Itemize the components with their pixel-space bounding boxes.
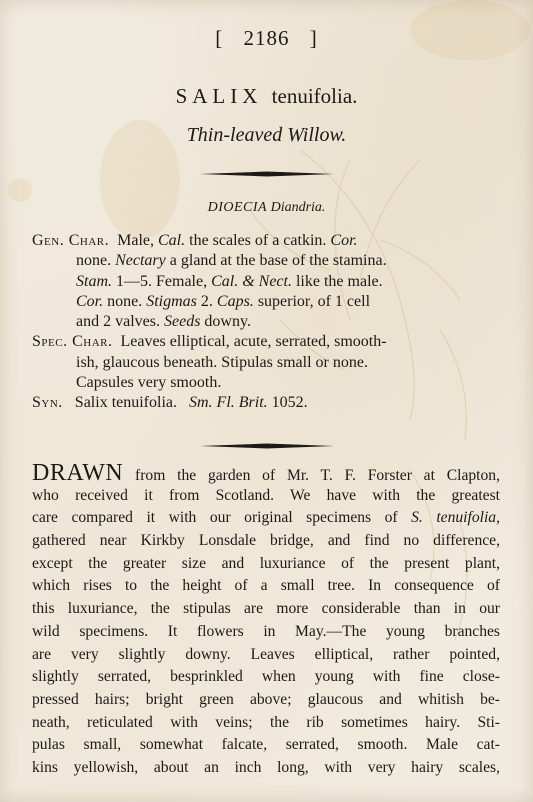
ornamental-rule-bottom [200, 443, 334, 449]
bracket-close: ] [309, 26, 318, 50]
common-name: Thin-leaved Willow. [186, 124, 347, 146]
spec-char-line: Capsules very smooth. [76, 374, 222, 392]
description-line: gathered near Kirkby Lonsdale bridge, and find no difference, [32, 532, 500, 550]
italic-term: Seeds [163, 313, 201, 331]
gen-char-label: Gen. Char. [32, 232, 110, 249]
italic-term: Stam. [76, 272, 112, 290]
description-line: who received it from Scotland. We have with the greatest [32, 486, 500, 504]
description-line: care compared it with our original specimens of S. tenuifolia, [32, 509, 500, 527]
gen-char-text: Male, Cal. the scales of a catkin. Cor. [117, 232, 358, 249]
description-line: are very slightly downy. Leaves elliptical, rather pointed, [32, 645, 500, 663]
ornamental-rule-top [200, 171, 334, 177]
spec-char-line [32, 332, 502, 352]
syn-text: Salix tenuifolia. [74, 394, 177, 412]
description-line: which rises to the height of a small tree. In consequence of [32, 577, 500, 595]
gen-char-line: and 2 valves. Seeds downy. [76, 313, 251, 331]
italic-term: Caps. [216, 292, 254, 310]
italic-term: Stigmas [146, 292, 197, 310]
description-line: slightly serrated, besprinkled when young with fine close- [32, 668, 500, 686]
plate-number [0, 26, 533, 51]
gen-char-line: none. Nectary a gland at the base of the stamina. [76, 252, 387, 270]
class-name: DIOECIA [207, 200, 268, 215]
description-line: wild specimens. It flowers in May.—The young branches [32, 622, 500, 640]
italic-term: Cor. [76, 292, 104, 310]
italic-term: Cal. [158, 232, 186, 249]
order-name: Diandria. [270, 200, 326, 215]
bracket-open: [ [215, 26, 224, 50]
genus-name: SALIX [175, 84, 263, 108]
italic-term: Cal. & Nect. [211, 272, 292, 290]
linnaean-classification [0, 200, 533, 216]
gen-char-line [32, 231, 502, 251]
description-line: neath, reticulated with veins; the rib sometimes hairy. Sti- [32, 713, 500, 731]
italic-term: Nectary [115, 252, 166, 270]
description-line: kins yellowish, about an inch long, with very hairy scales, [32, 758, 500, 776]
gen-char-line: Cor. none. Stigmas 2. Caps. superior, of 1 cell [76, 292, 371, 310]
spec-char-text: Leaves elliptical, acute, serrated, smooth- [120, 333, 387, 351]
generic-character [32, 231, 502, 414]
dropcap-word: DRAWN [32, 460, 124, 486]
description-line-text: from the garden of Mr. T. F. Forster at Clapton, [123, 467, 500, 484]
description-line: pulas small, somewhat falcate, serrated, smooth. Male cat- [32, 736, 500, 754]
description-line: this luxuriance, the stipulas are more considerable than in our [32, 600, 500, 618]
plate-number-value: 2186 [243, 26, 290, 50]
description-line: except the greater size and luxuriance of the present plant, [32, 554, 500, 572]
description-paragraph [32, 462, 500, 780]
spec-char-label: Spec. Char. [32, 333, 113, 351]
description-line [32, 462, 500, 485]
syn-reference: Sm. Fl. Brit. [189, 394, 268, 412]
species-title [0, 84, 533, 109]
syn-label: Syn. [32, 394, 63, 412]
gen-char-line: Stam. 1—5. Female, Cal. & Nect. like the male. [76, 272, 383, 290]
species-epithet: tenuifolia. [271, 84, 358, 108]
italic-term: S. tenuifolia, [411, 509, 500, 527]
syn-number: 1052. [271, 394, 308, 412]
description-line: pressed hairs; bright green above; glaucous and whitish be- [32, 690, 500, 708]
spec-char-line: ish, glaucous beneath. Stipulas small or none. [76, 353, 368, 371]
synonym-line [32, 393, 502, 413]
italic-term: Cor. [330, 232, 358, 249]
